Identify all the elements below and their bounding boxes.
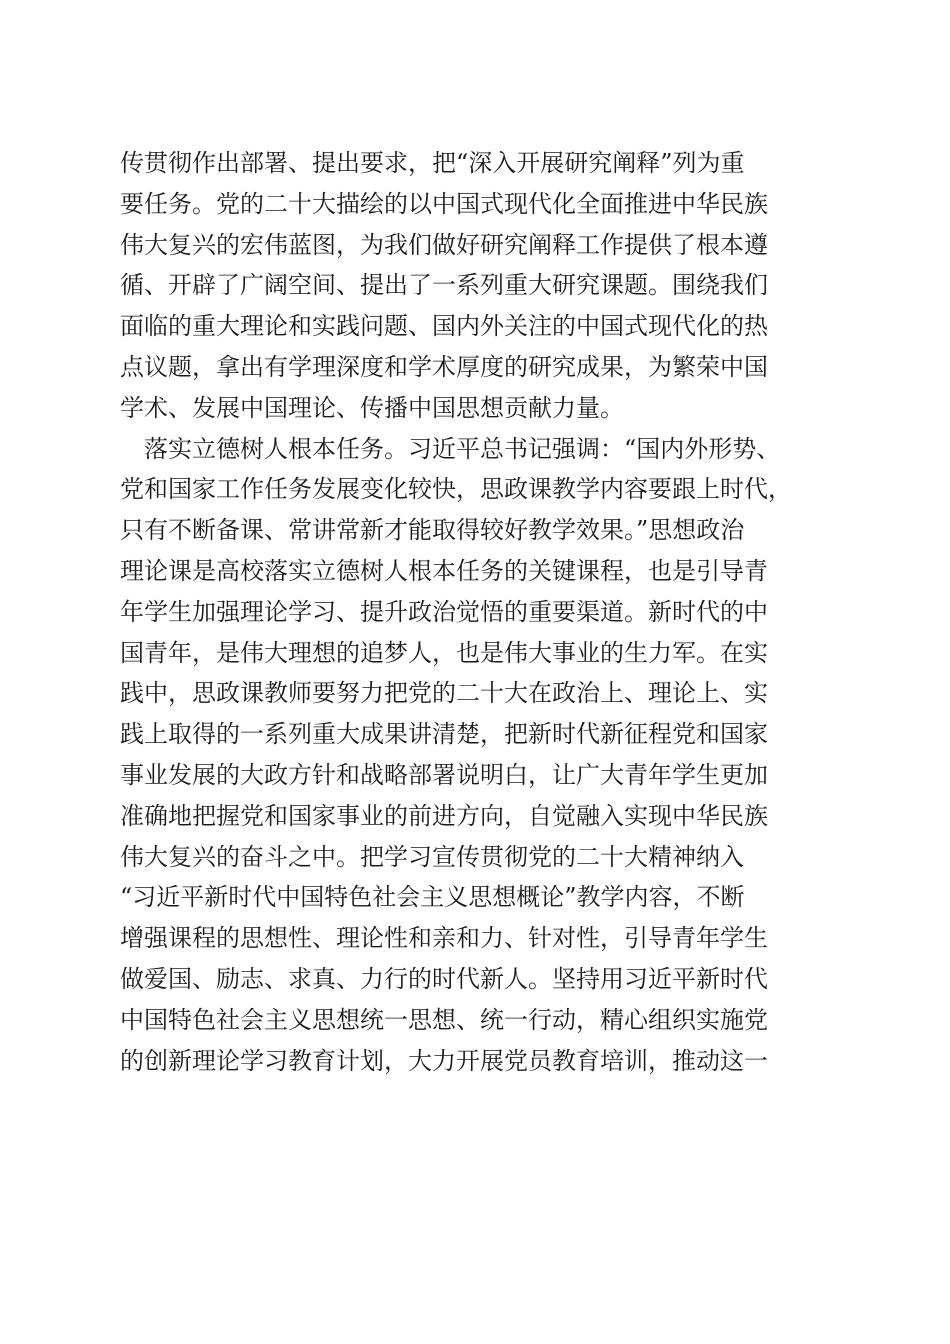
text-line-11: 理论课是高校落实立德树人根本任务的关键课程，也是引导青 [120, 556, 768, 585]
text-line-20: 增强课程的思想性、理论性和亲和力、针对性，引导青年学生 [120, 924, 768, 953]
text-line-22: 中国特色社会主义思想统一思想、统一行动，精心组织实施党 [120, 1005, 768, 1034]
text-line-1: 传贯彻作出部署、提出要求，把“深入开展研究阐释”列为重 [120, 149, 745, 177]
body-text [120, 143, 840, 1081]
text-line-2: 要任务。党的二十大描绘的以中国式现代化全面推进中华民族 [120, 189, 768, 218]
text-line-9: 党和国家工作任务发展变化较快，思政课教学内容要跟上时代， [120, 475, 792, 504]
text-line-8: 落实立德树人根本任务。习近平总书记强调：“国内外形势、 [120, 434, 781, 463]
text-line-16: 事业发展的大政方针和战略部署说明白，让广大青年学生更加 [120, 760, 768, 789]
text-line-23: 的创新理论学习教育计划，大力开展党员教育培训，推动这一 [120, 1046, 768, 1075]
text-line-19: “习近平新时代中国特色社会主义思想概论”教学内容，不断 [120, 883, 745, 912]
text-line-18: 伟大复兴的奋斗之中。把学习宣传贯彻党的二十大精神纳入 [120, 842, 744, 871]
text-line-10: 只有不断备课、常讲常新才能取得较好教学效果。”思想政治 [120, 516, 745, 545]
text-line-4: 循、开辟了广阔空间、提出了一系列重大研究课题。围绕我们 [120, 271, 768, 300]
text-line-15: 践上取得的一系列重大成果讲清楚，把新时代新征程党和国家 [120, 720, 768, 749]
text-line-13: 国青年，是伟大理想的追梦人，也是伟大事业的生力军。在实 [120, 638, 768, 667]
text-line-12: 年学生加强理论学习、提升政治觉悟的重要渠道。新时代的中 [120, 597, 768, 626]
text-line-17: 准确地把握党和国家事业的前进方向，自觉融入实现中华民族 [120, 801, 768, 830]
text-line-3: 伟大复兴的宏伟蓝图，为我们做好研究阐释工作提供了根本遵 [120, 230, 768, 259]
text-line-7: 学术、发展中国理论、传播中国思想贡献力量。 [120, 393, 624, 422]
text-line-6: 点议题，拿出有学理深度和学术厚度的研究成果，为繁荣中国 [120, 352, 768, 381]
text-line-21: 做爱国、励志、求真、力行的时代新人。坚持用习近平新时代 [120, 964, 768, 993]
text-line-14: 践中，思政课教师要努力把党的二十大在政治上、理论上、实 [120, 679, 768, 708]
text-line-5: 面临的重大理论和实践问题、国内外关注的中国式现代化的热 [120, 312, 768, 341]
